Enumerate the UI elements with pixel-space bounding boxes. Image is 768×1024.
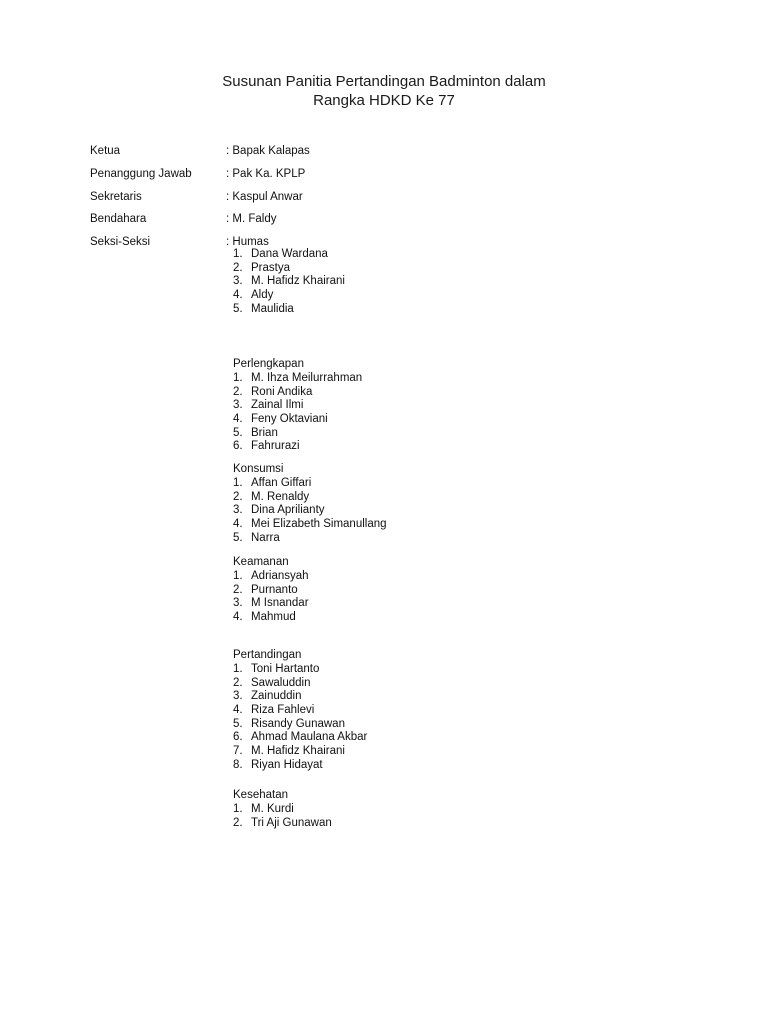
member-number: 4. bbox=[233, 413, 243, 426]
member-item bbox=[233, 289, 345, 303]
member-name: M. Hafidz Khairani bbox=[251, 275, 345, 288]
member-name: M Isnandar bbox=[251, 597, 309, 610]
title-line-1: Susunan Panitia Pertandingan Badminton dalam bbox=[222, 73, 546, 90]
section-heading: Pertandingan bbox=[233, 649, 302, 661]
member-name: Toni Hartanto bbox=[251, 663, 320, 675]
member-list bbox=[233, 570, 309, 625]
member-number: 1. bbox=[233, 570, 243, 582]
member-number: 1. bbox=[233, 663, 243, 675]
role-label: Sekretaris bbox=[90, 191, 142, 203]
member-name: Ahmad Maulana Akbar bbox=[251, 731, 368, 744]
member-item bbox=[233, 303, 345, 317]
member-item bbox=[233, 372, 362, 386]
member-item bbox=[233, 504, 387, 518]
member-item bbox=[233, 584, 309, 598]
section-heading: Keamanan bbox=[233, 556, 289, 568]
member-number: 2. bbox=[233, 261, 243, 274]
member-item bbox=[233, 413, 362, 427]
member-list bbox=[233, 803, 332, 830]
member-item bbox=[233, 745, 367, 759]
member-number: 4. bbox=[233, 289, 243, 302]
member-number: 2. bbox=[233, 816, 243, 829]
document-title bbox=[0, 72, 768, 110]
member-name: Narra bbox=[251, 531, 280, 544]
member-name: Sawaluddin bbox=[251, 676, 311, 689]
member-name: Mahmud bbox=[251, 611, 296, 624]
member-item bbox=[233, 427, 362, 441]
member-number: 2. bbox=[233, 490, 243, 503]
member-number: 3. bbox=[233, 275, 243, 288]
member-item bbox=[233, 477, 387, 491]
member-name: M. Ihza Meilurrahman bbox=[251, 372, 363, 384]
role-value: : M. Faldy bbox=[226, 213, 277, 225]
section-pertandingan bbox=[233, 648, 367, 773]
member-number: 1. bbox=[233, 477, 243, 489]
member-number: 2. bbox=[233, 583, 243, 596]
member-name: Brian bbox=[251, 426, 278, 439]
member-name: Dina Aprilianty bbox=[251, 504, 325, 517]
member-number: 4. bbox=[233, 518, 243, 531]
member-item bbox=[233, 759, 367, 773]
member-item bbox=[233, 275, 345, 289]
member-name: Zainuddin bbox=[251, 690, 302, 703]
member-name: Affan Giffari bbox=[251, 477, 312, 489]
member-item bbox=[233, 611, 309, 625]
member-name: Zainal Ilmi bbox=[251, 399, 304, 412]
member-item bbox=[233, 386, 362, 400]
member-item bbox=[233, 532, 387, 546]
member-number: 4. bbox=[233, 611, 243, 624]
member-name: M. Kurdi bbox=[251, 803, 294, 815]
member-name: Prastya bbox=[251, 261, 290, 274]
role-value: : Pak Ka. KPLP bbox=[226, 168, 306, 180]
member-list bbox=[233, 248, 345, 316]
member-item bbox=[233, 731, 367, 745]
member-item bbox=[233, 518, 387, 532]
member-name: M. Renaldy bbox=[251, 490, 310, 503]
member-name: Dana Wardana bbox=[251, 248, 328, 260]
member-number: 6. bbox=[233, 440, 243, 453]
member-item bbox=[233, 248, 345, 262]
member-name: Adriansyah bbox=[251, 570, 309, 582]
member-number: 3. bbox=[233, 597, 243, 610]
member-name: Feny Oktaviani bbox=[251, 413, 328, 426]
member-item bbox=[233, 704, 367, 718]
member-number: 8. bbox=[233, 758, 243, 771]
member-name: Fahrurazi bbox=[251, 440, 300, 453]
member-list bbox=[233, 372, 362, 454]
section-konsumsi bbox=[233, 462, 387, 545]
title-line-2: Rangka HDKD Ke 77 bbox=[313, 92, 455, 109]
role-value: : Kaspul Anwar bbox=[226, 191, 303, 203]
member-number: 3. bbox=[233, 690, 243, 703]
role-label: Bendahara bbox=[90, 213, 147, 225]
member-number: 3. bbox=[233, 399, 243, 412]
section-kesehatan bbox=[233, 788, 332, 830]
member-name: Roni Andika bbox=[251, 385, 313, 398]
member-number: 4. bbox=[233, 704, 243, 717]
role-label: Penanggung Jawab bbox=[90, 168, 192, 180]
section-keamanan bbox=[233, 555, 309, 625]
member-number: 5. bbox=[233, 426, 243, 439]
member-item bbox=[233, 597, 309, 611]
member-list bbox=[233, 663, 367, 773]
member-item bbox=[233, 718, 367, 732]
member-name: Risandy Gunawan bbox=[251, 717, 345, 730]
member-number: 1. bbox=[233, 248, 243, 260]
role-value: : Humas bbox=[226, 236, 269, 248]
member-item bbox=[233, 677, 367, 691]
member-number: 3. bbox=[233, 504, 243, 517]
role-label: Ketua bbox=[90, 145, 121, 157]
member-name: Riyan Hidayat bbox=[251, 758, 323, 771]
member-item bbox=[233, 690, 367, 704]
member-item bbox=[233, 817, 332, 831]
member-number: 5. bbox=[233, 717, 243, 730]
member-number: 2. bbox=[233, 385, 243, 398]
member-name: Mei Elizabeth Simanullang bbox=[251, 518, 387, 531]
section-humas bbox=[233, 248, 345, 316]
member-name: Aldy bbox=[251, 289, 274, 302]
member-number: 1. bbox=[233, 372, 243, 384]
member-item bbox=[233, 663, 367, 677]
member-list bbox=[233, 477, 387, 545]
section-heading: Perlengkapan bbox=[233, 358, 304, 370]
member-name: Tri Aji Gunawan bbox=[251, 816, 332, 829]
member-number: 1. bbox=[233, 803, 243, 815]
section-heading: Kesehatan bbox=[233, 789, 288, 801]
member-number: 7. bbox=[233, 745, 243, 758]
member-item bbox=[233, 262, 345, 276]
member-number: 6. bbox=[233, 731, 243, 744]
member-name: Riza Fahlevi bbox=[251, 704, 315, 717]
section-perlengkapan bbox=[233, 357, 362, 454]
role-label: Seksi-Seksi bbox=[90, 236, 151, 248]
member-item bbox=[233, 570, 309, 584]
member-number: 5. bbox=[233, 531, 243, 544]
member-item bbox=[233, 803, 332, 817]
member-item bbox=[233, 399, 362, 413]
member-name: Purnanto bbox=[251, 583, 298, 596]
member-item bbox=[233, 491, 387, 505]
member-number: 5. bbox=[233, 302, 243, 315]
section-heading: Konsumsi bbox=[233, 463, 284, 475]
role-value: : Bapak Kalapas bbox=[226, 145, 310, 157]
member-number: 2. bbox=[233, 676, 243, 689]
member-name: M. Hafidz Khairani bbox=[251, 745, 345, 758]
member-item bbox=[233, 440, 362, 454]
member-name: Maulidia bbox=[251, 302, 294, 315]
